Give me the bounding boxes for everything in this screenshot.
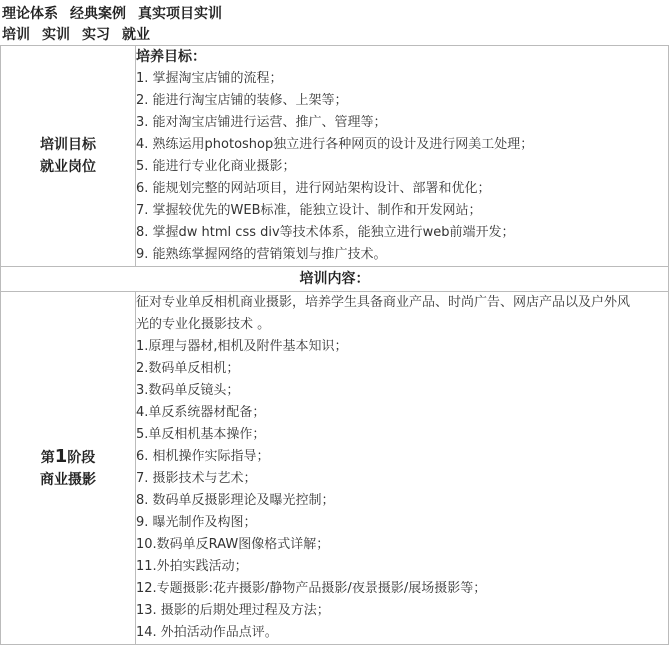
goal-item: 9. 能熟练掌握网络的营销策划与推广技术。	[136, 247, 387, 262]
goals-heading: 培养目标：	[136, 49, 206, 65]
goal-item: 8. 掌握dw html css div等技术体系，能独立进行web前端开发；	[136, 225, 515, 240]
stage1-suffix: 阶段	[67, 449, 96, 466]
stage1-item: 9. 曝光制作及构图；	[136, 515, 257, 530]
stage1-label-line2: 商业摄影	[40, 471, 96, 488]
goals-label-line1: 培训目标	[40, 137, 96, 153]
stage1-item: 4.单反系统器材配备；	[136, 405, 266, 420]
stage1-item: 10.数码单反RAW图像格式详解；	[136, 537, 330, 552]
header-tag: 经典案例	[70, 6, 126, 22]
stage1-prefix: 第	[40, 449, 55, 466]
stage1-item: 7. 摄影技术与艺术；	[136, 471, 257, 486]
goals-label-line2: 就业岗位	[40, 159, 96, 175]
header-row-2	[2, 24, 162, 44]
header-tag: 培训	[2, 27, 30, 43]
goal-item: 3. 能对淘宝店铺进行运营、推广、管理等；	[136, 115, 387, 130]
stage1-item: 1.原理与器材,相机及附件基本知识；	[136, 339, 348, 354]
stage1-item: 6. 相机操作实际指导；	[136, 449, 270, 464]
goal-item: 7. 掌握较优先的WEB标准，能独立设计、制作和开发网站；	[136, 203, 482, 218]
stage1-item: 5.单反相机基本操作；	[136, 427, 266, 442]
stage1-intro-line: 光的专业化摄影技术 。	[136, 317, 271, 332]
goal-item: 2. 能进行淘宝店铺的装修、上架等；	[136, 93, 348, 108]
header-tag: 实训	[42, 27, 70, 43]
stage1-label-line1	[1, 446, 135, 469]
content-heading: 培训内容：	[1, 267, 669, 292]
header-tag: 就业	[122, 27, 150, 43]
stage1-content-cell	[136, 292, 669, 645]
goals-content-cell	[136, 46, 669, 267]
curriculum-table	[0, 45, 669, 645]
goals-label-cell	[1, 46, 136, 267]
stage1-label-cell	[1, 292, 136, 645]
goals-row	[1, 46, 669, 267]
goal-item: 5. 能进行专业化商业摄影；	[136, 159, 296, 174]
stage1-item: 13. 摄影的后期处理过程及方法；	[136, 603, 330, 618]
stage1-intro-line: 征对专业单反相机商业摄影，培养学生具备商业产品、时尚广告、网店产品以及户外风	[136, 295, 631, 310]
header-tag: 实习	[82, 27, 110, 43]
content-heading-row	[1, 267, 669, 292]
header-tag: 理论体系	[2, 6, 58, 22]
header-row-1	[2, 3, 234, 23]
goal-item: 4. 熟练运用photoshop独立进行各种网页的设计及进行网美工处理；	[136, 137, 534, 152]
header-tag: 真实项目实训	[138, 6, 222, 22]
stage1-item: 12.专题摄影:花卉摄影/静物产品摄影/夜景摄影/展场摄影等；	[136, 581, 487, 596]
goal-item: 1. 掌握淘宝店铺的流程；	[136, 71, 283, 86]
stage1-item: 14. 外拍活动作品点评。	[136, 625, 278, 640]
stage1-row	[1, 292, 669, 645]
stage1-item: 3.数码单反镜头；	[136, 383, 240, 398]
stage1-number: 1	[54, 445, 68, 467]
stage1-item: 2.数码单反相机；	[136, 361, 240, 376]
goal-item: 6. 能规划完整的网站项目，进行网站架构设计、部署和优化；	[136, 181, 491, 196]
stage1-item: 11.外拍实践活动；	[136, 559, 248, 574]
stage1-item: 8. 数码单反摄影理论及曝光控制；	[136, 493, 335, 508]
